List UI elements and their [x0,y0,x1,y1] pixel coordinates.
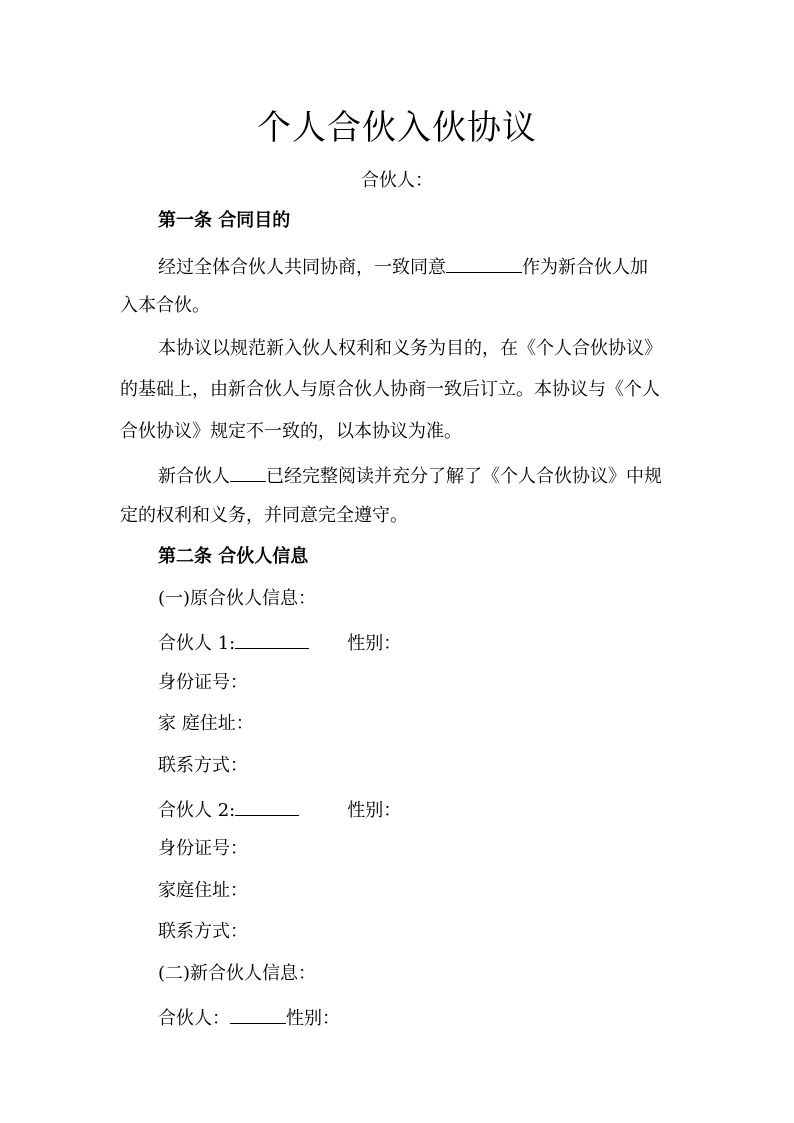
article1-p1-before: 经过全体合伙人共同协商，一致同意 [158,257,446,278]
document-subtitle: 合伙人： [361,170,433,191]
article1-paragraph1-line2: 入本合伙。 [120,295,210,316]
partner2-address-label: 家庭住址： [158,880,248,901]
partner1-address-label: 家 庭住址： [158,713,254,734]
partner2-contact-label: 联系方式： [158,921,248,942]
article1-paragraph2-line1: 本协议以规范新入伙人权利和义务为目的，在《个人合伙协议》 [158,338,662,359]
article1-paragraph1-line1 [158,252,680,281]
article1-paragraph2-line2: 的基础上，由新合伙人与原合伙人协商一致后订立。本协议与《个人 [120,379,660,400]
new-partner-name-blank [446,252,522,273]
article1-p3-after: 已经完整阅读并充分了解了《个人合伙协议》中规 [266,466,662,487]
article1-paragraph2-line3: 合伙协议》规定不一致的，以本协议为准。 [120,421,462,442]
article1-paragraph3-line1 [158,461,680,490]
partner2-name-blank [235,795,299,816]
article1-paragraph3-line2: 定的权利和义务，并同意完全遵守。 [120,505,408,526]
partner2-gender-label: 性别： [347,800,402,821]
new-partners-section: (二)新合伙人信息： [158,963,317,984]
new-partner-blank [230,461,266,482]
new-partner-row [158,1003,680,1032]
partner1-contact-label: 联系方式： [158,755,248,776]
new-partner-gender-label: 性别： [286,1008,340,1029]
new-partner-name-field-blank [230,1003,286,1024]
article2-heading: 第二条 合伙人信息 [158,546,309,567]
partner1-row [158,628,680,657]
article1-p1-after: 作为新合伙人加 [522,257,648,278]
partner1-label: 合伙人 1: [158,633,236,654]
partner2-id-label: 身份证号： [158,838,248,859]
partner2-label: 合伙人 2: [158,800,236,821]
partner2-row [158,795,680,824]
partner1-gender-label: 性别： [347,633,402,654]
partner1-id-label: 身份证号： [158,672,248,693]
document-title: 个人合伙入伙协议 [257,108,537,148]
new-partner-label: 合伙人： [158,1008,230,1029]
article1-p3-before: 新合伙人 [158,466,230,487]
partner1-name-blank [235,628,309,649]
article1-heading: 第一条 合同目的 [158,210,291,231]
original-partners-section: (一)原合伙人信息： [158,588,317,609]
